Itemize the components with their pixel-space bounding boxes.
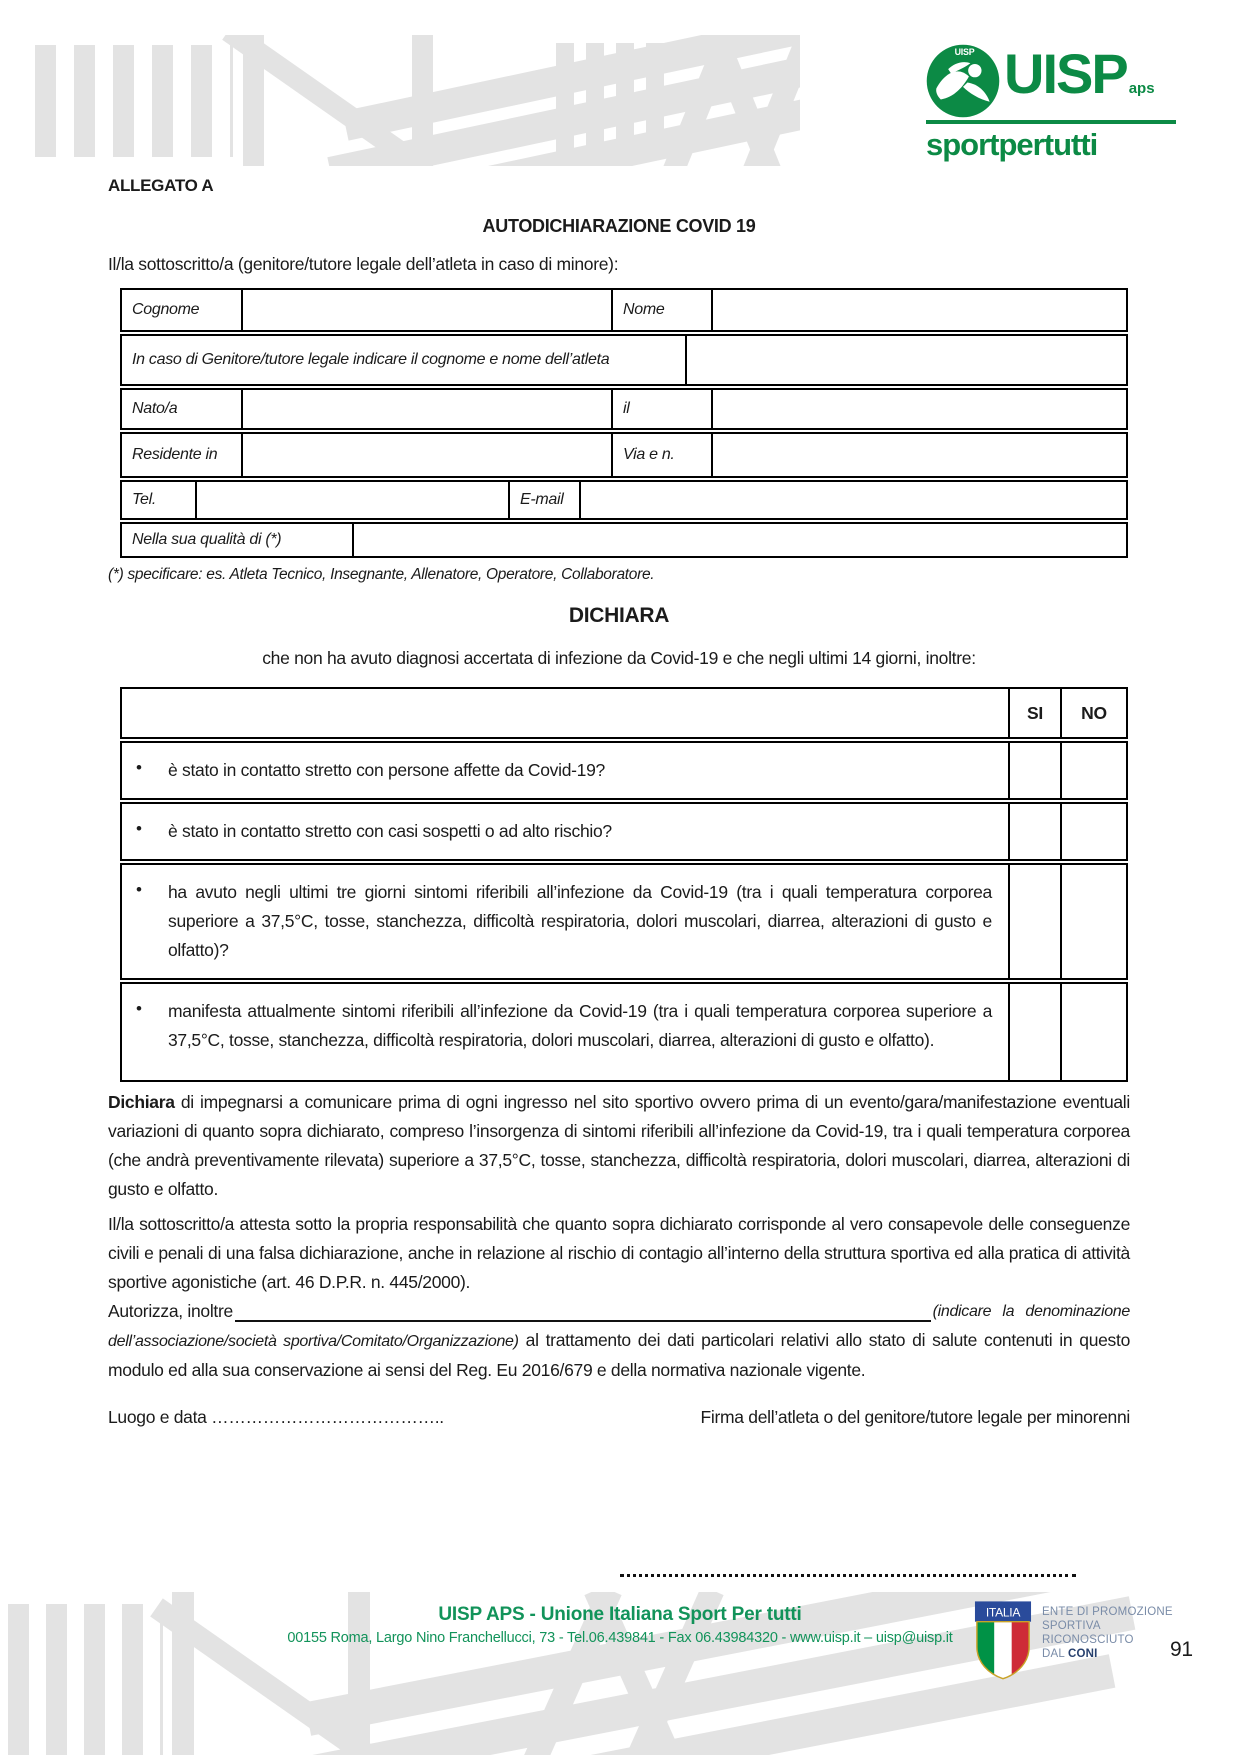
place-date-text[interactable]: Luogo e data ………………………………….. [108, 1407, 444, 1427]
coni-caption-line: ENTE DI PROMOZIONE [1042, 1606, 1173, 1618]
il-input-cell[interactable] [713, 390, 1126, 428]
table-row-contacts [120, 480, 1128, 520]
bullet-icon: • [136, 880, 142, 899]
attachment-label: ALLEGATO A [108, 176, 214, 195]
il-label: il [613, 390, 713, 428]
question-row [120, 802, 1128, 861]
athlete-name-label: In caso di Genitore/tutore legale indicare il cognome e nome dell’atleta [122, 336, 687, 384]
uisp-brand-text: UISP [1004, 41, 1127, 105]
decorative-stripe [556, 43, 670, 158]
logo-divider [926, 120, 1176, 124]
authorize-note2-italic: dell’associazione/società sportiva/Comitato/Organizzazione) [108, 1333, 519, 1350]
question-text: è stato in contatto stretto con casi sospetti o ad alto rischio? [168, 821, 612, 841]
emblem-brand-text: UISP [954, 47, 975, 58]
commitment-bold-lead: Dichiara [108, 1092, 175, 1112]
signature-row [108, 1407, 1130, 1428]
coni-recognition-block [974, 1600, 1173, 1684]
declaration-lead: che non ha avuto diagnosi accertata di infezione da Covid-19 e che negli ultimi 14 giorni, inoltre: [262, 648, 976, 668]
tel-input-cell[interactable] [197, 482, 510, 518]
residente-label: Residente in [122, 434, 243, 476]
page-number: 91 [1170, 1638, 1193, 1661]
answer-si-cell[interactable] [1010, 865, 1062, 978]
authorize-note-italic: (indicare la denominazione [932, 1303, 1130, 1320]
italia-label: ITALIA [985, 1605, 1021, 1620]
commitment-paragraph [108, 1088, 1130, 1204]
header-stripe-band [0, 35, 800, 166]
questions-table [120, 687, 1128, 1082]
answer-si-cell[interactable] [1010, 804, 1062, 859]
qualita-label: Nella sua qualità di (*) [122, 524, 354, 556]
intro-text: Il/la sottoscritto/a (genitore/tutore legale dell’atleta in caso di minore): [108, 254, 619, 274]
nato-input-cell[interactable] [243, 390, 613, 428]
coni-caption-line: SPORTIVA [1042, 1620, 1101, 1632]
decorative-stripe [35, 45, 233, 157]
authorize-prefix: Autorizza, inoltre [108, 1301, 233, 1321]
question-row [120, 982, 1128, 1082]
table-row-birth [120, 388, 1128, 430]
uisp-wordmark [1004, 41, 1155, 118]
athlete-name-input-cell[interactable] [687, 336, 1126, 384]
authorization-continuation [108, 1326, 1130, 1385]
email-input-cell[interactable] [581, 482, 1126, 518]
coni-caption-line [1042, 1647, 1173, 1661]
authorize-rest-text: al trattamento dei dati particolari relativi allo stato di salute contenuti in questo modulo ed alla sua conservazione ai sensi del Reg. Eu 2016/679 e della normativa nazionale vigente. [108, 1330, 1130, 1380]
answer-no-cell[interactable] [1062, 804, 1126, 859]
questions-header-row [120, 687, 1128, 739]
italia-shield-icon [974, 1600, 1032, 1684]
residente-input-cell[interactable] [243, 434, 613, 476]
footer-organization: UISP APS - Unione Italiana Sport Per tutti [438, 1604, 802, 1625]
cognome-label: Cognome [122, 290, 243, 330]
question-row [120, 863, 1128, 980]
nato-label: Nato/a [122, 390, 243, 428]
document-title: AUTODICHIARAZIONE COVID 19 [482, 216, 756, 236]
authorization-line [108, 1297, 1130, 1326]
uisp-emblem-icon [926, 44, 1000, 118]
email-label: E-mail [510, 482, 581, 518]
coni-caption [1042, 1600, 1173, 1684]
nome-input-cell[interactable] [713, 290, 1126, 330]
bullet-icon: • [136, 819, 142, 838]
uisp-tagline: sportpertutti [926, 127, 1098, 162]
column-header-no: NO [1081, 702, 1107, 723]
table-row-residence [120, 432, 1128, 478]
coni-bold-text: CONI [1067, 1648, 1098, 1660]
cognome-input-cell[interactable] [243, 290, 613, 330]
answer-si-cell[interactable] [1010, 743, 1062, 798]
personal-data-table [120, 288, 1128, 558]
answer-no-cell[interactable] [1062, 984, 1126, 1080]
question-text: ha avuto negli ultimi tre giorni sintomi riferibili all’infezione da Covid-19 (tra i quali temperatura corporea superiore a 37,5°C, tosse, stanchezza, difficoltà respiratoria, dolori muscolari, diarrea, alterazioni di gusto e olfatto)? [168, 882, 992, 960]
via-input-cell[interactable] [713, 434, 1126, 476]
column-header-si: SI [1010, 689, 1062, 737]
question-text: manifesta attualmente sintomi riferibili all’infezione da Covid-19 (tra i quali temperatura corporea superiore a 37,5°C, tosse, stanchezza, difficoltà respiratoria, dolori muscolari, diarrea, alterazioni di gusto e olfatto). [168, 1001, 992, 1050]
answer-no-cell[interactable] [1062, 865, 1126, 978]
tel-label: Tel. [122, 482, 197, 518]
organization-name-blank[interactable] [235, 1320, 931, 1322]
table-row-quality [120, 522, 1128, 558]
attestation-paragraph: Il/la sottoscritto/a attesta sotto la propria responsabilità che quanto sopra dichiarato corrisponde al vero consapevole delle conseguenze civili e penali di una falsa dichiarazione, anche in relazione al rischio di contagio all’interno della struttura sportiva ed alla pratica di attività sportive agonistiche (art. 46 D.P.R. n. 445/2000). [108, 1214, 1130, 1292]
coni-dal-text: DAL [1042, 1648, 1068, 1660]
answer-no-cell[interactable] [1062, 743, 1126, 798]
document-body [108, 176, 1130, 1428]
table-row-athlete [120, 334, 1128, 386]
uisp-aps-suffix: aps [1128, 79, 1155, 97]
qualita-input-cell[interactable] [354, 524, 1126, 556]
bullet-icon: • [136, 758, 142, 777]
nome-label: Nome [613, 290, 713, 330]
bullet-icon: • [136, 999, 142, 1018]
footnote-text: (*) specificare: es. Atleta Tecnico, Insegnante, Allenatore, Operatore, Collaboratore. [108, 566, 655, 583]
answer-si-cell[interactable] [1010, 984, 1062, 1080]
question-row [120, 741, 1128, 800]
via-label: Via e n. [613, 434, 713, 476]
footer-address: 00155 Roma, Largo Nino Franchellucci, 73 - Tel.06.439841 - Fax 06.43984320 - www.uisp.it – uisp@uisp.it [287, 1630, 953, 1646]
coni-caption-line: RICONOSCIUTO [1042, 1634, 1134, 1646]
questions-header-empty-cell [122, 689, 1010, 737]
commitment-text: di impegnarsi a comunicare prima di ogni ingresso nel sito sportivo ovvero prima di un evento/gara/manifestazione eventuali variazioni di quanto sopra dichiarato, compreso l’insorgenza di sintomi riferibili all’infezione da Covid-19, tra i quali temperatura corporea (che andrà preventivamente rilevata) superiore a 37,5°C, tosse, stanchezza, difficoltà respiratoria, dolori muscolari, diarrea, alterazioni di gusto e olfatto. [108, 1092, 1130, 1199]
question-text: è stato in contatto stretto con persone affette da Covid-19? [168, 760, 605, 780]
declaration-heading: DICHIARA [568, 604, 670, 627]
signature-dotted-line[interactable] [620, 1574, 1076, 1577]
uisp-logo [926, 41, 1186, 163]
signature-caption: Firma dell’atleta o del genitore/tutore legale per minorenni [700, 1407, 1130, 1427]
table-row-name [120, 288, 1128, 332]
